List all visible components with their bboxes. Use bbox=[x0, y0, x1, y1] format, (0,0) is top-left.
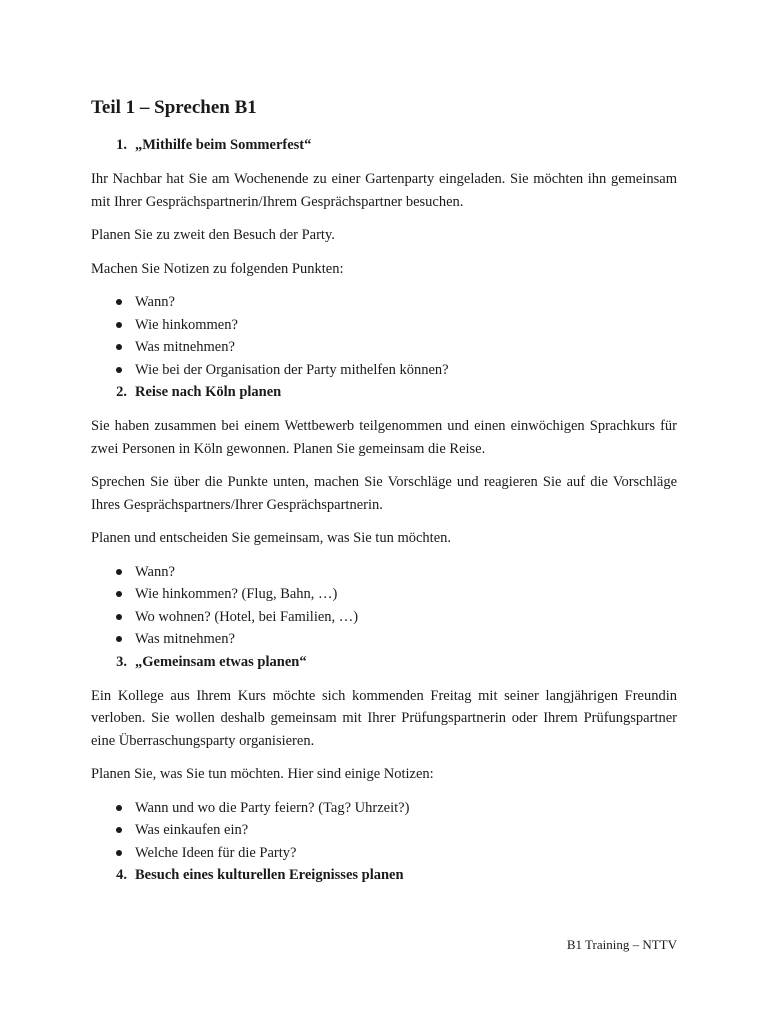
paragraph: Sprechen Sie über die Punkte unten, machen Sie Vorschläge und reagieren Sie auf die Vorschläge Ihres Gesprächspartners/Ihrer Gesprächspartnerin. bbox=[91, 474, 677, 513]
bullet-icon bbox=[91, 819, 135, 842]
section-3-heading bbox=[91, 651, 677, 673]
section-title: Besuch eines kulturellen Ereignisses planen bbox=[135, 867, 404, 883]
section-number: 4. bbox=[116, 867, 127, 883]
section-title: Reise nach Köln planen bbox=[135, 384, 282, 400]
list-item: Was mitnehmen? bbox=[91, 628, 677, 651]
bullet-list bbox=[91, 561, 677, 651]
paragraph: Ihr Nachbar hat Sie am Wochenende zu einer Gartenparty eingeladen. Sie möchten ihn gemeinsam mit Ihrer Gesprächspartnerin/Ihrem Gesprächspartner besuchen. bbox=[91, 171, 677, 210]
section-number: 3. bbox=[116, 653, 127, 670]
list-item: Was einkaufen ein? bbox=[91, 819, 677, 842]
paragraph: Planen Sie zu zweit den Besuch der Party. bbox=[91, 227, 335, 243]
list-item: Was mitnehmen? bbox=[91, 336, 677, 359]
bullet-icon bbox=[91, 359, 135, 382]
bullet-icon bbox=[91, 336, 135, 359]
paragraph: Machen Sie Notizen zu folgenden Punkten: bbox=[91, 260, 344, 277]
section-2-heading bbox=[91, 381, 677, 403]
bullet-icon bbox=[91, 314, 135, 337]
bullet-icon bbox=[91, 797, 135, 820]
section-title: „Mithilfe beim Sommerfest“ bbox=[135, 137, 312, 153]
section-title: „Gemeinsam etwas planen“ bbox=[135, 653, 307, 670]
bullet-icon bbox=[91, 291, 135, 314]
list-item: Wie hinkommen? (Flug, Bahn, …) bbox=[91, 583, 677, 606]
paragraph: Planen und entscheiden Sie gemeinsam, was Sie tun möchten. bbox=[91, 530, 452, 546]
section-number: 2. bbox=[116, 384, 127, 400]
document-page bbox=[91, 96, 677, 886]
bullet-icon bbox=[91, 842, 135, 865]
page-footer: B1 Training – NTTV bbox=[566, 937, 677, 952]
section-1-heading bbox=[91, 134, 677, 156]
list-item: Wie hinkommen? bbox=[91, 314, 677, 337]
page-title: Teil 1 – Sprechen B1 bbox=[91, 97, 257, 118]
list-item: Wann? bbox=[91, 561, 677, 584]
bullet-icon bbox=[91, 628, 135, 651]
bullet-icon bbox=[91, 561, 135, 584]
paragraph: Planen Sie, was Sie tun möchten. Hier sind einige Notizen: bbox=[91, 766, 434, 782]
paragraph: Sie haben zusammen bei einem Wettbewerb teilgenommen und einen einwöchigen Sprachkurs für zwei Personen in Köln gewonnen. Planen Sie gemeinsam die Reise. bbox=[91, 418, 677, 457]
list-item: Wann? bbox=[91, 291, 677, 314]
bullet-list bbox=[91, 797, 677, 865]
bullet-list bbox=[91, 291, 677, 381]
list-item: Wo wohnen? (Hotel, bei Familien, …) bbox=[91, 606, 677, 629]
list-item: Welche Ideen für die Party? bbox=[91, 842, 677, 865]
section-number: 1. bbox=[116, 137, 127, 153]
list-item: Wann und wo die Party feiern? (Tag? Uhrzeit?) bbox=[91, 797, 677, 820]
list-item: Wie bei der Organisation der Party mithelfen können? bbox=[91, 359, 677, 382]
bullet-icon bbox=[91, 606, 135, 629]
section-4-heading bbox=[91, 864, 677, 886]
paragraph: Ein Kollege aus Ihrem Kurs möchte sich kommenden Freitag mit seiner langjährigen Freundin verloben. Sie wollen deshalb gemeinsam mit Ihrer Prüfungspartnerin oder Ihrem Prüfungspartner eine Überraschungsparty organisieren. bbox=[91, 687, 677, 749]
bullet-icon bbox=[91, 583, 135, 606]
